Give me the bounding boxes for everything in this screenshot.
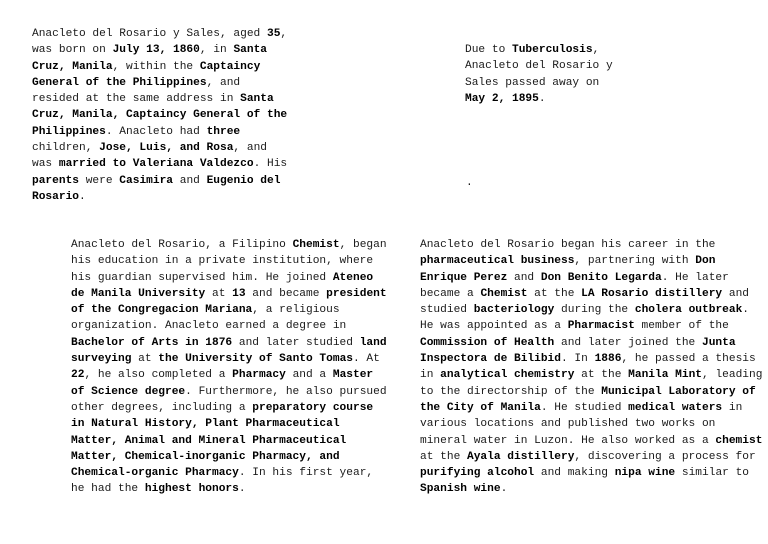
text-run: . xyxy=(79,190,86,203)
emphasized-text: parents xyxy=(32,174,79,187)
career-paragraph xyxy=(420,237,766,498)
emphasized-text: Casimira xyxy=(119,174,174,187)
emphasized-text: Jose, Luis, and Rosa xyxy=(99,142,234,155)
text-run: , in xyxy=(199,44,234,57)
emphasized-text: married to Valeriana Valdezco xyxy=(58,158,254,171)
emphasized-text: chemist xyxy=(715,434,763,447)
text-run: , within the xyxy=(112,60,200,73)
text-run: . xyxy=(500,483,508,496)
emphasized-text: 35 xyxy=(266,28,281,40)
text-run: , and resided at the same address in xyxy=(32,76,241,106)
text-run: . He was appointed as a xyxy=(420,304,750,333)
emphasized-text: the University of Santo Tomas xyxy=(158,353,353,366)
emphasized-text: purifying alcohol xyxy=(420,467,535,480)
emphasized-text: Captaincy General of the Philippines xyxy=(32,60,261,89)
birth-paragraph xyxy=(32,26,292,205)
text-run: and later joined the xyxy=(554,336,702,349)
emphasized-text: Ayala distillery xyxy=(467,450,575,463)
education-paragraph xyxy=(71,237,391,498)
text-run: . In xyxy=(561,353,595,366)
text-run: , began his education in a private institution, where his guardian supervised him. He joined xyxy=(71,239,387,284)
emphasized-text: Manila Mint xyxy=(628,369,703,382)
emphasized-text: highest honors xyxy=(144,483,239,496)
text-run: children, xyxy=(32,142,100,155)
emphasized-text: Chemist xyxy=(292,239,340,251)
emphasized-text: president of the Congregacion Mariana xyxy=(71,287,387,317)
emphasized-text: Municipal Laboratory of the City of Manila xyxy=(420,385,756,414)
text-run: , leading to the directorship of the xyxy=(420,369,763,398)
emphasized-text: Spanish wine xyxy=(420,483,501,496)
emphasized-text: Commission of Health xyxy=(420,336,555,349)
emphasized-text: Junta Inspectora de Bilibid xyxy=(420,336,736,366)
text-run: similar to xyxy=(675,467,750,480)
emphasized-text: Bachelor of Arts in 1876 xyxy=(71,336,233,349)
text-run: , he also completed a xyxy=(84,369,233,382)
emphasized-text: three xyxy=(206,125,241,138)
text-run: , Anacleto del Rosario y Sales passed away on xyxy=(465,44,613,89)
emphasized-text: Don Enrique Perez xyxy=(420,255,716,284)
emphasized-text: LA Rosario distillery xyxy=(581,287,723,300)
emphasized-text: bacteriology xyxy=(473,304,555,317)
text-run: were xyxy=(79,174,120,187)
text-run: . Anacleto had xyxy=(105,125,207,138)
emphasized-text: Pharmacy xyxy=(232,369,286,382)
emphasized-text: analytical chemistry xyxy=(440,369,575,382)
text-run: . At xyxy=(353,353,380,366)
text-run: at the xyxy=(420,450,467,463)
text-run: . His xyxy=(253,158,288,171)
text-run: , and was xyxy=(32,142,267,171)
text-run: and became xyxy=(245,287,327,300)
text-run: Anacleto del Rosario began his career in the xyxy=(420,239,716,251)
emphasized-text: nipa wine xyxy=(614,467,676,480)
text-run: , was born on xyxy=(32,28,288,57)
emphasized-text: July 13, 1860 xyxy=(112,44,200,57)
emphasized-text: 13 xyxy=(232,287,246,300)
emphasized-text: Santa Cruz, Manila, Captaincy General of the Philippines xyxy=(32,93,288,138)
emphasized-text: land surveying xyxy=(71,336,387,366)
text-run: at the xyxy=(574,369,629,382)
text-run: . He later became a xyxy=(420,271,729,300)
text-run: during the xyxy=(554,304,635,317)
emphasized-text: preparatory course in Natural History, Plant Pharmaceutical Matter, Animal and Mineral Pharmaceutical Matter, Chemical-inorganic Pharmacy, and Chemical-organic Pharmacy xyxy=(71,401,374,480)
emphasized-text: May 2, 1895 xyxy=(465,92,539,105)
emphasized-text: 1886 xyxy=(594,353,622,366)
emphasized-text: Pharmacist xyxy=(567,320,635,333)
stray-dot: . xyxy=(466,177,473,189)
text-run: . xyxy=(538,92,546,105)
text-run: at xyxy=(205,287,233,300)
death-paragraph xyxy=(465,42,615,107)
emphasized-text: 22 xyxy=(71,369,85,382)
text-run: and a xyxy=(285,369,333,382)
text-run: in various locations and published two works on mineral water in Luzon. He also worked as a xyxy=(420,401,743,447)
text-run: and xyxy=(507,271,541,284)
emphasized-text: Chemist xyxy=(480,287,528,300)
text-run: . He studied xyxy=(540,401,629,414)
text-run: . xyxy=(238,483,246,496)
text-run: and later studied xyxy=(232,336,360,349)
text-run: , a religious organization. Anacleto earned a degree in xyxy=(71,304,347,333)
text-run: . Furthermore, he also pursued other degrees, including a xyxy=(71,385,387,414)
emphasized-text: Don Benito Legarda xyxy=(540,271,662,284)
emphasized-text: Eugenio del Rosario xyxy=(32,174,281,203)
text-run: . In his first year, he had the xyxy=(71,467,374,496)
text-run: at xyxy=(131,353,159,366)
text-run: , he passed a thesis in xyxy=(420,353,756,382)
text-run: Anacleto del Rosario, a Filipino xyxy=(71,239,293,251)
emphasized-text: Tuberculosis xyxy=(512,44,593,56)
emphasized-text: cholera outbreak xyxy=(634,304,743,317)
text-run: and making xyxy=(534,467,615,480)
text-run: Due to xyxy=(465,44,512,56)
text-run: , discovering a process for xyxy=(574,450,756,463)
emphasized-text: Master of Science degree xyxy=(71,369,374,398)
emphasized-text: Santa Cruz, Manila xyxy=(32,44,268,73)
text-run: , partnering with xyxy=(574,255,696,268)
text-run: Anacleto del Rosario y Sales, aged xyxy=(32,28,267,40)
text-run: member of the xyxy=(634,320,729,333)
text-run: and xyxy=(173,174,207,187)
text-run: and studied xyxy=(420,287,750,317)
emphasized-text: medical waters xyxy=(628,401,723,414)
text-run: at the xyxy=(527,287,582,300)
emphasized-text: pharmaceutical business xyxy=(420,255,575,268)
emphasized-text: Ateneo de Manila University xyxy=(71,271,374,300)
